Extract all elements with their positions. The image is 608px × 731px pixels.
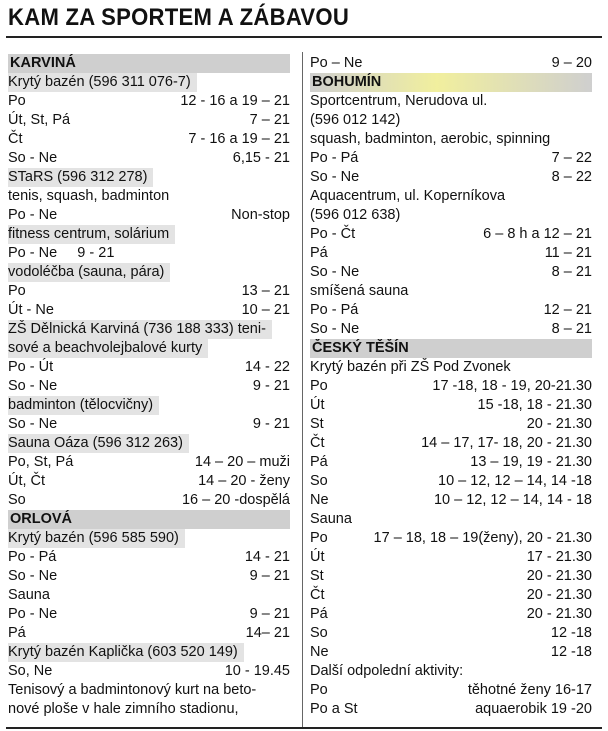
days-label: So - Ne <box>8 150 58 166</box>
days-label: Po - Čt <box>310 226 356 242</box>
schedule-row <box>8 130 290 149</box>
days-label: Po <box>8 93 26 109</box>
venue-line <box>8 529 290 548</box>
schedule-row <box>8 149 290 168</box>
hours-value: 7 – 22 <box>551 150 592 166</box>
schedule-row <box>8 377 290 396</box>
venue-name: Krytý bazén (596 311 076-7) <box>8 73 197 92</box>
days-label: Po a St <box>310 701 358 717</box>
hours-value: 9 – 21 <box>249 606 290 622</box>
days-label: So - Ne <box>310 169 360 185</box>
hours-value: 12 -18 <box>550 644 592 660</box>
days-label: Po - Pá <box>310 150 359 166</box>
days-label: Čt <box>8 131 23 147</box>
info-line: squash, badminton, aerobic, spinning <box>310 131 551 147</box>
days-label: So <box>310 625 328 641</box>
days-label: Pá <box>310 454 328 470</box>
days-label: Po, St, Pá <box>8 454 74 470</box>
venue-line <box>8 643 290 662</box>
hours-value: 20 - 21.30 <box>526 606 592 622</box>
schedule-row <box>8 605 290 624</box>
hours-value: 17 - 21.30 <box>526 549 592 565</box>
right-column <box>310 54 592 719</box>
top-rule <box>6 36 602 38</box>
hours-value: 16 – 20 -dospělá <box>181 492 290 508</box>
days-label: Pá <box>8 625 26 641</box>
days-label: Po - Pá <box>310 302 359 318</box>
schedule-row <box>8 206 290 225</box>
info-line: (596 012 142) <box>310 112 401 128</box>
info-line: tenis, squash, badminton <box>8 188 170 204</box>
schedule-row <box>310 548 592 567</box>
hours-value: 17 -18, 18 - 19, 20-21.30 <box>432 378 592 394</box>
hours-value: 14 – 20 – muži <box>194 454 290 470</box>
days-label: Čt <box>310 587 325 603</box>
hours-value: 10 – 12, 12 – 14, 14 - 18 <box>433 492 592 508</box>
schedule-row <box>8 358 290 377</box>
venue-line <box>8 320 290 339</box>
venue-name: sové a beachvolejbalové kurty <box>8 339 208 358</box>
hours-value: 14– 21 <box>245 625 290 641</box>
hours-value: 7 - 16 a 19 – 21 <box>188 131 290 147</box>
schedule-row <box>310 681 592 700</box>
schedule-row <box>310 700 592 719</box>
days-label: Út <box>310 397 325 413</box>
venue-name: Krytý bazén Kaplička (603 520 149) <box>8 643 244 662</box>
schedule-row <box>310 149 592 168</box>
info-line: Tenisový a badmintonový kurt na beto- <box>8 682 257 698</box>
info-line: Sauna <box>8 587 50 603</box>
hours-value: 20 - 21.30 <box>526 568 592 584</box>
venue-line <box>8 396 290 415</box>
city-heading: BOHUMÍN <box>310 73 592 92</box>
schedule-row <box>310 586 592 605</box>
column-divider <box>302 52 303 727</box>
hours-value: 15 -18, 18 - 21.30 <box>477 397 592 413</box>
days-label: Ne <box>310 644 329 660</box>
venue-name: Sauna Oáza (596 312 263) <box>8 434 189 453</box>
hours-value: aquaerobik 19 -20 <box>475 701 592 717</box>
schedule-row <box>310 453 592 472</box>
hours-value: 14 - 21 <box>244 549 290 565</box>
hours-value: 12 -18 <box>550 625 592 641</box>
hours-value: 6 – 8 h a 12 – 21 <box>483 226 592 242</box>
schedule-row <box>310 320 592 339</box>
schedule-row <box>8 453 290 472</box>
info-line: Další odpolední aktivity: <box>310 663 464 679</box>
info-line: Po - Ne 9 - 21 <box>8 245 115 261</box>
hours-value: 14 - 22 <box>244 359 290 375</box>
hours-value: 20 - 21.30 <box>526 416 592 432</box>
days-label: Po - Ne <box>8 207 58 223</box>
days-label: Út <box>310 549 325 565</box>
days-label: So <box>310 473 328 489</box>
hours-value: 9 - 21 <box>252 378 290 394</box>
info-line: (596 012 638) <box>310 207 401 223</box>
venue-name: ZŠ Dělnická Karviná (736 188 333) teni- <box>8 320 272 339</box>
days-label: So - Ne <box>310 321 360 337</box>
days-label: Čt <box>310 435 325 451</box>
days-label: Po <box>8 283 26 299</box>
hours-value: 6,15 - 21 <box>232 150 290 166</box>
city-heading: KARVINÁ <box>8 54 290 73</box>
city-heading: ČESKÝ TĚŠÍN <box>310 339 592 358</box>
schedule-row <box>310 244 592 263</box>
info-line: Sportcentrum, Nerudova ul. <box>310 93 488 109</box>
schedule-row <box>8 301 290 320</box>
venue-name: badminton (tělocvičny) <box>8 396 159 415</box>
hours-value: 14 – 17, 17- 18, 20 - 21.30 <box>421 435 592 451</box>
schedule-row <box>310 529 592 548</box>
schedule-row <box>8 472 290 491</box>
hours-value: 9 - 21 <box>252 416 290 432</box>
days-label: Ne <box>310 492 329 508</box>
days-label: Út, St, Pá <box>8 112 71 128</box>
schedule-row <box>8 491 290 510</box>
hours-value: 11 – 21 <box>544 245 592 261</box>
venue-name: STaRS (596 312 278) <box>8 168 153 187</box>
schedule-row <box>310 54 592 73</box>
days-label: So - Ne <box>310 264 360 280</box>
days-label: Pá <box>310 245 328 261</box>
hours-value: 7 – 21 <box>249 112 290 128</box>
hours-value: 9 – 20 <box>551 55 592 71</box>
schedule-row <box>8 282 290 301</box>
days-label: So - Ne <box>8 568 58 584</box>
schedule-row <box>310 472 592 491</box>
days-label: Po – Ne <box>310 55 363 71</box>
schedule-row <box>310 396 592 415</box>
days-label: Po - Út <box>8 359 54 375</box>
city-heading: ORLOVÁ <box>8 510 290 529</box>
hours-value: 8 – 21 <box>551 264 592 280</box>
days-label: Po <box>310 378 328 394</box>
schedule-row <box>310 643 592 662</box>
schedule-row <box>310 491 592 510</box>
days-label: St <box>310 416 324 432</box>
schedule-row <box>8 548 290 567</box>
hours-value: 13 – 19, 19 - 21.30 <box>470 454 592 470</box>
venue-name: vodoléčba (sauna, pára) <box>8 263 170 282</box>
days-label: Po <box>310 530 328 546</box>
venue-name: Krytý bazén (596 585 590) <box>8 529 185 548</box>
schedule-row <box>8 567 290 586</box>
hours-value: 8 – 22 <box>551 169 592 185</box>
hours-value: 14 – 20 - ženy <box>198 473 290 489</box>
info-line: Sauna <box>310 511 352 527</box>
schedule-row <box>8 111 290 130</box>
schedule-row <box>310 168 592 187</box>
hours-value: 9 – 21 <box>249 568 290 584</box>
days-label: St <box>310 568 324 584</box>
hours-value: 12 – 21 <box>543 302 592 318</box>
venue-line <box>8 73 290 92</box>
schedule-row <box>8 662 290 681</box>
days-label: So, Ne <box>8 663 53 679</box>
hours-value: 12 - 16 a 19 – 21 <box>180 93 290 109</box>
schedule-row <box>310 263 592 282</box>
schedule-row <box>310 434 592 453</box>
schedule-row <box>8 624 290 643</box>
left-column <box>8 54 290 719</box>
hours-value: 13 – 21 <box>241 283 290 299</box>
days-label: Po <box>310 682 328 698</box>
info-line: Krytý bazén při ZŠ Pod Zvonek <box>310 359 511 375</box>
hours-value: 20 - 21.30 <box>526 587 592 603</box>
hours-value: Non-stop <box>231 207 290 223</box>
days-label: Pá <box>310 606 328 622</box>
bottom-rule <box>6 727 602 729</box>
venue-line <box>8 263 290 282</box>
hours-value: 8 – 21 <box>551 321 592 337</box>
schedule-row <box>8 92 290 111</box>
schedule-row <box>310 605 592 624</box>
days-label: So - Ne <box>8 378 58 394</box>
info-line: nové ploše v hale zimního stadionu, <box>8 701 239 717</box>
days-label: Út - Ne <box>8 302 54 318</box>
schedule-row <box>310 225 592 244</box>
days-label: So - Ne <box>8 416 58 432</box>
venue-line <box>8 339 290 358</box>
venue-line <box>8 434 290 453</box>
hours-value: 17 – 18, 18 – 19(ženy), 20 - 21.30 <box>373 530 592 546</box>
venue-line <box>8 225 290 244</box>
hours-value: 10 - 19.45 <box>224 663 290 679</box>
hours-value: 10 – 21 <box>241 302 290 318</box>
days-label: So <box>8 492 26 508</box>
schedule-row <box>310 567 592 586</box>
days-label: Po - Pá <box>8 549 57 565</box>
page-title: KAM ZA SPORTEM A ZÁBAVOU <box>8 4 350 31</box>
schedule-row <box>8 415 290 434</box>
venue-line <box>8 168 290 187</box>
schedule-row <box>310 301 592 320</box>
hours-value: těhotné ženy 16-17 <box>467 682 592 698</box>
schedule-row <box>310 624 592 643</box>
days-label: Po - Ne <box>8 606 58 622</box>
hours-value: 10 – 12, 12 – 14, 14 -18 <box>438 473 592 489</box>
schedule-row <box>310 377 592 396</box>
venue-name: fitness centrum, solárium <box>8 225 175 244</box>
info-line: smíšená sauna <box>310 283 409 299</box>
days-label: Út, Čt <box>8 473 46 489</box>
info-line: Aquacentrum, ul. Koperníkova <box>310 188 506 204</box>
schedule-row <box>310 415 592 434</box>
